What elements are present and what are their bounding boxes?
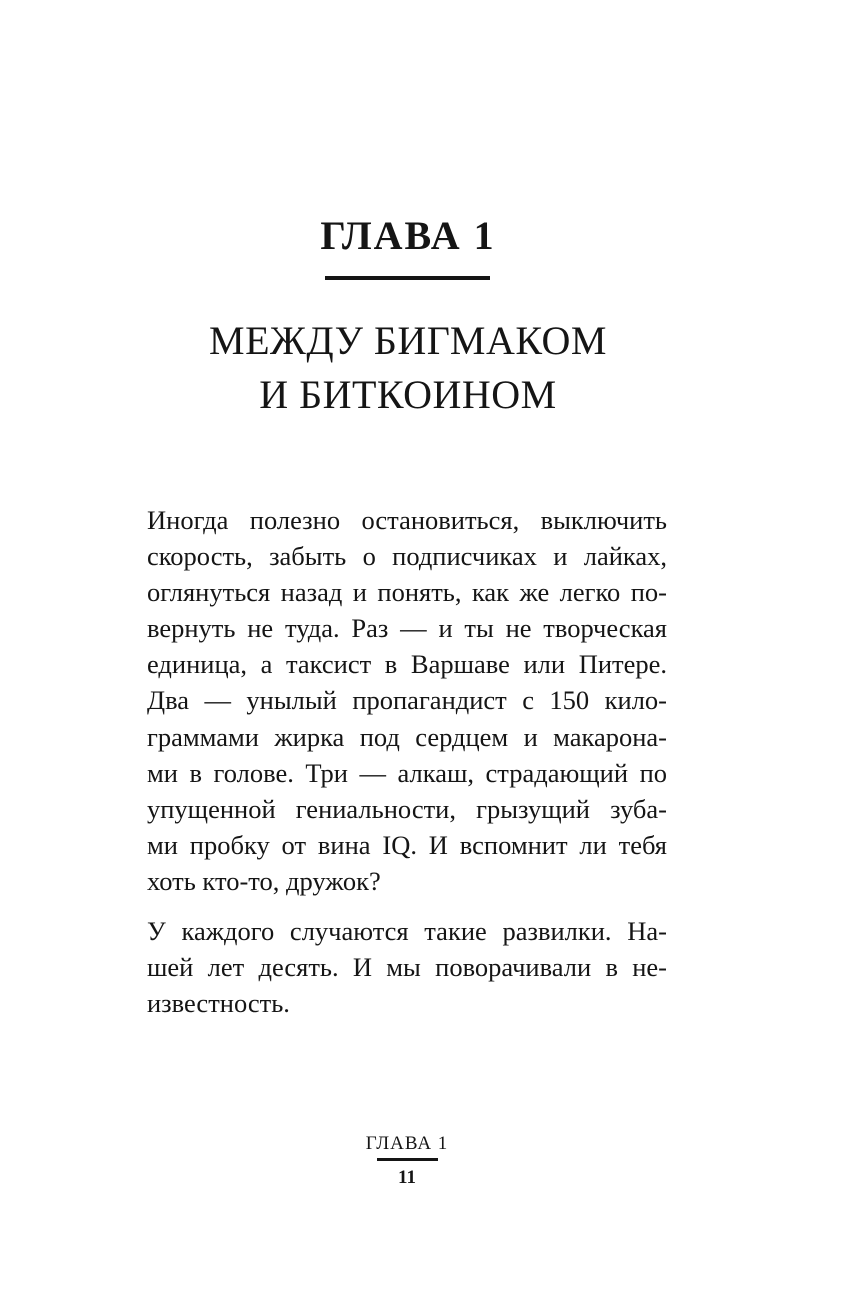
page-number: 11 <box>398 1167 416 1188</box>
chapter-divider <box>325 276 490 280</box>
paragraph-1 <box>147 502 667 899</box>
chapter-title <box>0 314 816 422</box>
text-line: ми в голове. Три — алкаш, страдающий по <box>147 757 667 788</box>
text-line: Иногда полезно остановиться, выключить <box>147 505 667 535</box>
footer-divider <box>377 1158 438 1161</box>
text-line: ми пробку от вина IQ. И вспомнит ли тебя <box>147 829 667 860</box>
chapter-label: ГЛАВА 1 <box>320 213 496 258</box>
paragraph-2 <box>147 913 667 1021</box>
text-line: Два — унылый пропагандист с 150 кило- <box>147 685 667 716</box>
running-head: ГЛАВА 1 <box>365 1133 449 1154</box>
page-footer <box>0 1132 814 1189</box>
text-line: упущенной гениальности, грызущий зуба- <box>147 793 667 824</box>
text-line: шей лет десять. И мы поворачивали в не- <box>147 952 667 983</box>
text-line: скорость, забыть о подписчиках и лайках, <box>147 541 667 572</box>
chapter-title-line-2: И БИТКОИНОМ <box>259 372 557 417</box>
chapter-title-line-1: МЕЖДУ БИГМАКОМ <box>209 318 607 363</box>
text-line: хоть кто-то, дружок? <box>147 865 381 896</box>
text-line: известность. <box>147 988 290 1019</box>
text-line: У каждого случаются такие развилки. На- <box>147 916 667 947</box>
text-line: оглянуться назад и понять, как же легко по- <box>147 577 667 608</box>
text-line: единица, а таксист в Варшаве или Питере. <box>147 649 667 680</box>
body-text <box>147 502 667 1021</box>
text-line: вернуть не туда. Раз — и ты не творческая <box>147 613 667 644</box>
text-line: граммами жирка под сердцем и макарона- <box>147 721 667 752</box>
